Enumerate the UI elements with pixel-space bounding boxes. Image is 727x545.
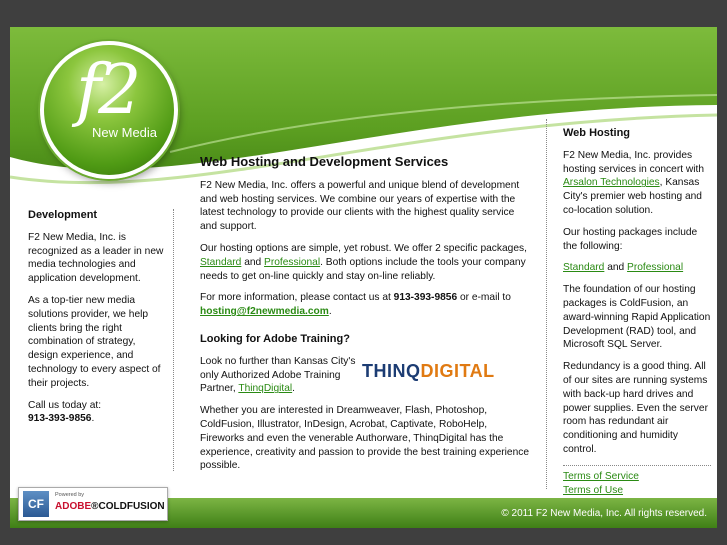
training-heading: Looking for Adobe Training? xyxy=(200,332,350,345)
hosting-standard-link[interactable]: Standard xyxy=(563,262,605,274)
column-divider-left xyxy=(173,209,174,471)
development-column xyxy=(28,209,166,434)
development-solutions: As a top-tier new media solutions provider, we help clients bring the right combination of strategy, design experience, and technology to every aspect of their projects. xyxy=(28,294,161,389)
powered-by-text: Powered by xyxy=(55,492,85,498)
column-divider-right xyxy=(546,119,547,489)
arsalon-link[interactable]: Arsalon Technologies xyxy=(563,177,660,189)
terms-of-use-link[interactable]: Terms of Use xyxy=(563,484,624,496)
hosting-column xyxy=(563,127,711,497)
hosting-intro: F2 New Media, Inc. provides hosting services in concert with Arsalon Technologies, Kansas City's premier web hosting and co-location solution. xyxy=(563,149,704,216)
development-intro: F2 New Media, Inc. is recognized as a leader in new media technologies and application development. xyxy=(28,231,164,285)
hosting-packages-intro: Our hosting packages include the following: xyxy=(563,226,698,252)
training-intro: Look no further than Kansas City's only Authorized Adobe Training Partner, ThinqDigital. xyxy=(200,355,356,395)
page-frame xyxy=(10,27,717,528)
main-column xyxy=(200,155,530,481)
contact-info: For more information, please contact us at 913-393-9856 or e-mail to hosting@f2newmedia.com. xyxy=(200,292,511,318)
page-title: Web Hosting and Development Services xyxy=(200,154,449,169)
professional-link[interactable]: Professional xyxy=(264,256,321,268)
logo-mark: f2 xyxy=(76,51,139,130)
thinqdigital-logo[interactable]: THINQDIGITAL xyxy=(362,361,495,381)
development-heading: Development xyxy=(28,209,98,221)
copyright-text: © 2011 F2 New Media, Inc. All rights reserved. xyxy=(501,508,707,519)
hosting-packages: Standard and Professional xyxy=(563,262,684,274)
main-intro: F2 New Media, Inc. offers a powerful and unique blend of development and web hosting services. We combine our years of expertise with the latest technology to provide our clients with the highest quality service and support. xyxy=(200,179,520,233)
development-call: Call us today at: 913-393-9856. xyxy=(28,399,102,425)
development-phone: 913-393-9856 xyxy=(28,413,92,425)
f2-logo[interactable] xyxy=(40,41,178,179)
standard-link[interactable]: Standard xyxy=(200,256,242,268)
contact-phone: 913-393-9856 xyxy=(393,292,458,304)
hosting-options: Our hosting options are simple, yet robust. We offer 2 specific packages, Standard and Professional. Both options include the tools your company needs to get on-line quickly and stay on-line reliably. xyxy=(200,242,527,282)
training-details: Whether you are interested in Dreamweaver, Flash, Photoshop, ColdFusion, Illustrator, InDesign, Acrobat, Captivate, RoboHelp, Fireworks and even the venerable Authorware, ThinqDigital has the experience, creativity and passion to provide the best training experience possible. xyxy=(200,405,530,472)
hosting-foundation: The foundation of our hosting packages is ColdFusion, an award-winning Rapid Application Development (RAD) tool, and Microsoft SQL Server. xyxy=(563,284,711,351)
logo-subtitle: New Media xyxy=(92,125,158,140)
hosting-professional-link[interactable]: Professional xyxy=(627,262,684,274)
hosting-heading: Web Hosting xyxy=(563,127,631,139)
terms-divider xyxy=(563,465,711,466)
thinqdigital-link[interactable]: ThinqDigital xyxy=(238,383,293,395)
email-link[interactable]: hosting@f2newmedia.com xyxy=(200,306,329,318)
hosting-redundancy: Redundancy is a good thing. All of our sites are running systems with back-up hard drives and power supplies. Even the server room has redundant air conditioning and humidity control. xyxy=(563,361,708,455)
call-text: Call us today at: xyxy=(28,399,102,411)
coldfusion-badge[interactable] xyxy=(18,487,168,521)
coldfusion-icon: CF xyxy=(23,491,49,517)
terms-of-service-link[interactable]: Terms of Service xyxy=(563,470,639,482)
adobe-coldfusion-text: ADOBE®COLDFUSION xyxy=(55,501,165,512)
